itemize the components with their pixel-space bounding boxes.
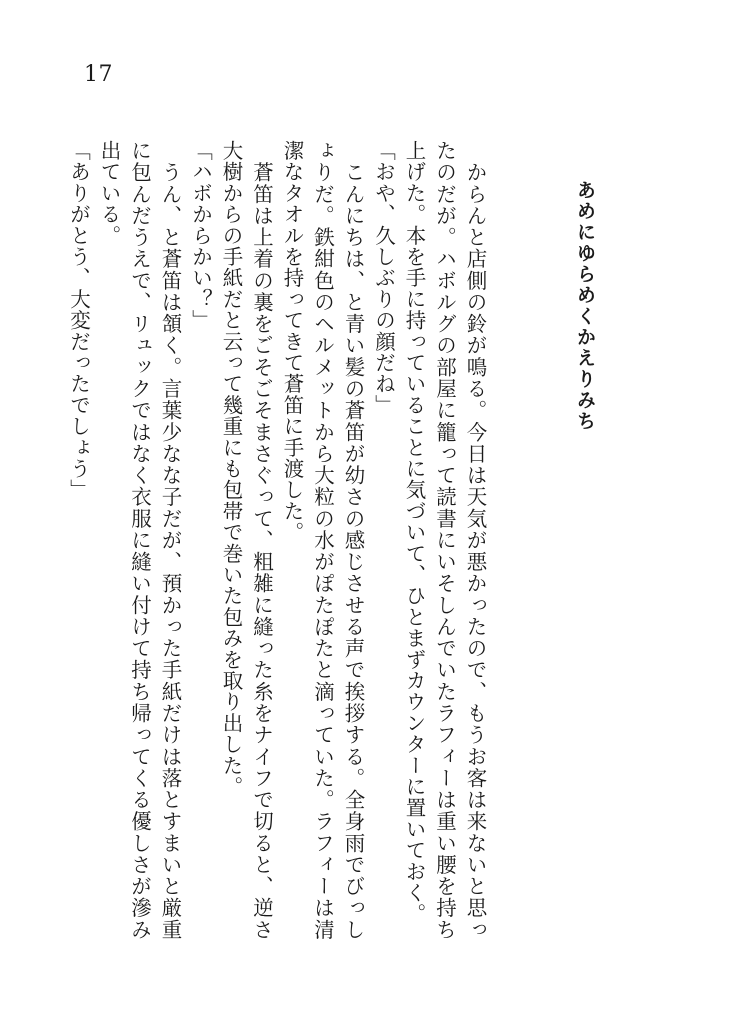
dialogue-line: 「おや、久しぶりの顔だね」: [371, 140, 396, 416]
paragraph: からんと店側の鈴が鳴る。今日は天気が悪かったので、もうお客は来ないと思ったのだが。ハボルグの部屋に籠って読書にいそしんでいたラフィーは重い腰を持ち上げた。本を手に持っていることに気づいて、ひとまずカウンターに置いておく。: [402, 140, 487, 940]
dialogue-line: 「ありがとう、大変だったでしょう」: [66, 140, 91, 501]
page-number: 17: [84, 62, 113, 87]
dialogue-line: 「ハボからかい？」: [188, 140, 213, 331]
running-title: あめにゆらめくかえりみち: [574, 180, 596, 432]
paragraph: うん、と蒼笛は頷く。言葉少なな子だが、預かった手紙だけは落とすまいと厳重に包んだうえで、リュックではなく衣服に縫い付けて持ち帰ってくる優しさが滲み出ている。: [97, 140, 182, 940]
paragraph: 蒼笛は上着の裏をごそごそまさぐって、粗雑に縫った糸をナイフで切ると、逆さ大樹からの手紙だと云って幾重にも包帯で巻いた包みを取り出した。: [219, 140, 274, 940]
main-text: [66, 140, 490, 940]
paragraph: こんにちは、と青い髪の蒼笛が幼さの感じさせる声で挨拶する。全身雨でびっしょりだ。鉄紺色のヘルメットから大粒の水がぽたぽたと滴っていた。ラフィーは清潔なタオルを持ってきて蒼笛に手渡した。: [280, 140, 365, 940]
